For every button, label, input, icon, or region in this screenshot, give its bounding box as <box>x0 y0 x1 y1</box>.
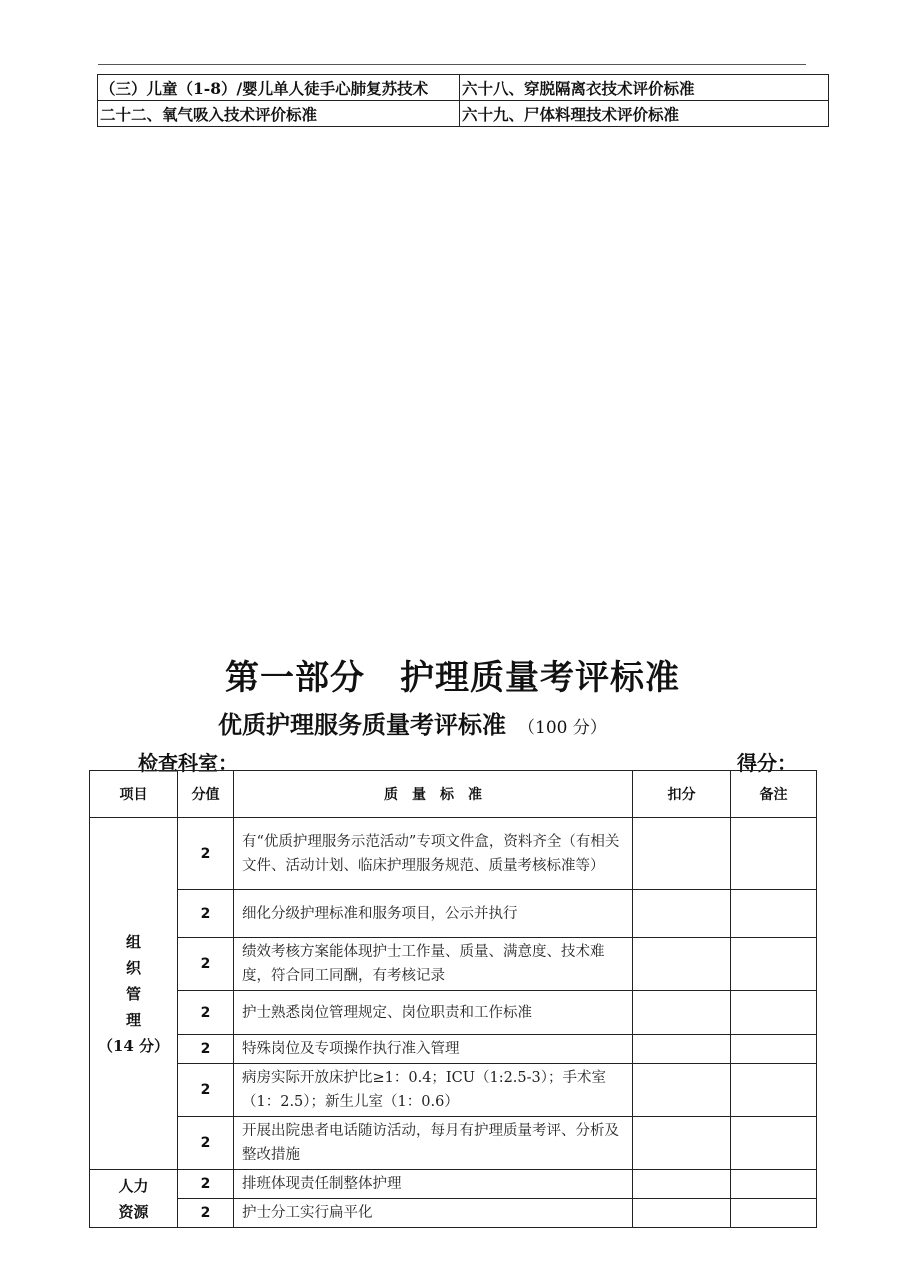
section-title-text: 优质护理服务质量考评标准 <box>218 710 506 739</box>
deduct-cell[interactable] <box>633 1199 731 1228</box>
section-title <box>218 705 607 740</box>
group-name-line: 组 <box>125 932 141 951</box>
toc-item[interactable]: 二十二、氧气吸入技术评价标准 <box>98 101 460 127</box>
header-deduct: 扣分 <box>633 771 731 818</box>
group-name-line: 织 <box>125 958 141 977</box>
deduct-cell[interactable] <box>633 1170 731 1199</box>
score-label: 得分： <box>737 751 797 775</box>
toc-row <box>98 101 829 127</box>
deduct-cell[interactable] <box>633 1035 731 1064</box>
remark-cell[interactable] <box>731 890 817 938</box>
page-title: 第一部分 护理质量考评标准 <box>225 658 680 698</box>
group-name-line: 资源 <box>118 1202 149 1221</box>
row-standard: 排班体现责任制整体护理 <box>234 1170 633 1199</box>
row-value: 2 <box>178 1035 234 1064</box>
row-value: 2 <box>178 991 234 1035</box>
remark-cell[interactable] <box>731 1035 817 1064</box>
evaluation-table <box>89 770 817 1228</box>
remark-cell[interactable] <box>731 1117 817 1170</box>
deduct-cell[interactable] <box>633 1117 731 1170</box>
deduct-cell[interactable] <box>633 991 731 1035</box>
row-value: 2 <box>178 938 234 991</box>
toc-item[interactable]: 六十八、穿脱隔离衣技术评价标准 <box>460 75 829 101</box>
row-standard: 护士熟悉岗位管理规定、岗位职责和工作标准 <box>234 991 633 1035</box>
deduct-cell[interactable] <box>633 1064 731 1117</box>
row-value: 2 <box>178 1064 234 1117</box>
table-row <box>90 1199 817 1228</box>
section-points: （100 分） <box>518 718 607 738</box>
remark-cell[interactable] <box>731 1064 817 1117</box>
row-standard: 开展出院患者电话随访活动，每月有护理质量考评、分析及整改措施 <box>234 1117 633 1170</box>
toc-item[interactable]: （三）儿童（1-8）/婴儿单人徒手心肺复苏技术 <box>98 75 460 101</box>
table-row <box>90 1064 817 1117</box>
header-value: 分值 <box>178 771 234 818</box>
remark-cell[interactable] <box>731 938 817 991</box>
header-project: 项目 <box>90 771 178 818</box>
row-value: 2 <box>178 1117 234 1170</box>
deduct-cell[interactable] <box>633 890 731 938</box>
table-row <box>90 890 817 938</box>
row-standard: 有“优质护理服务示范活动”专项文件盒，资料齐全（有相关文件、活动计划、临床护理服务规范、质量考核标准等） <box>234 818 633 890</box>
group-name-line: 管 <box>125 984 141 1003</box>
row-standard: 病房实际开放床护比≥1：0.4；ICU（1:2.5-3）；手术室（1：2.5）；新生儿室（1：0.6） <box>234 1064 633 1117</box>
header-remark: 备注 <box>731 771 817 818</box>
row-standard: 绩效考核方案能体现护士工作量、质量、满意度、技术难度，符合同工同酬，有考核记录 <box>234 938 633 991</box>
group-human-resources <box>90 1170 178 1228</box>
row-standard: 护士分工实行扁平化 <box>234 1199 633 1228</box>
remark-cell[interactable] <box>731 818 817 890</box>
row-value: 2 <box>178 1199 234 1228</box>
row-standard: 特殊岗位及专项操作执行准入管理 <box>234 1035 633 1064</box>
table-row <box>90 938 817 991</box>
remark-cell[interactable] <box>731 1199 817 1228</box>
table-header-row <box>90 771 817 818</box>
table-row <box>90 991 817 1035</box>
table-row <box>90 1117 817 1170</box>
header-standard: 质 量 标 准 <box>234 771 633 818</box>
remark-cell[interactable] <box>731 991 817 1035</box>
remark-cell[interactable] <box>731 1170 817 1199</box>
table-row <box>90 818 817 890</box>
deduct-cell[interactable] <box>633 938 731 991</box>
row-standard: 细化分级护理标准和服务项目，公示并执行 <box>234 890 633 938</box>
row-value: 2 <box>178 818 234 890</box>
table-row <box>90 1170 817 1199</box>
row-value: 2 <box>178 1170 234 1199</box>
dept-label: 检查科室： <box>138 751 238 775</box>
table-row <box>90 1035 817 1064</box>
group-name-line: 人力 <box>118 1176 149 1195</box>
toc-item[interactable]: 六十九、尸体料理技术评价标准 <box>460 101 829 127</box>
group-name-line: （14 分） <box>97 1036 170 1055</box>
header-rule <box>98 64 806 65</box>
toc-row <box>98 75 829 101</box>
group-organization <box>90 818 178 1170</box>
toc-table <box>97 74 829 127</box>
row-value: 2 <box>178 890 234 938</box>
group-name-line: 理 <box>125 1010 141 1029</box>
deduct-cell[interactable] <box>633 818 731 890</box>
